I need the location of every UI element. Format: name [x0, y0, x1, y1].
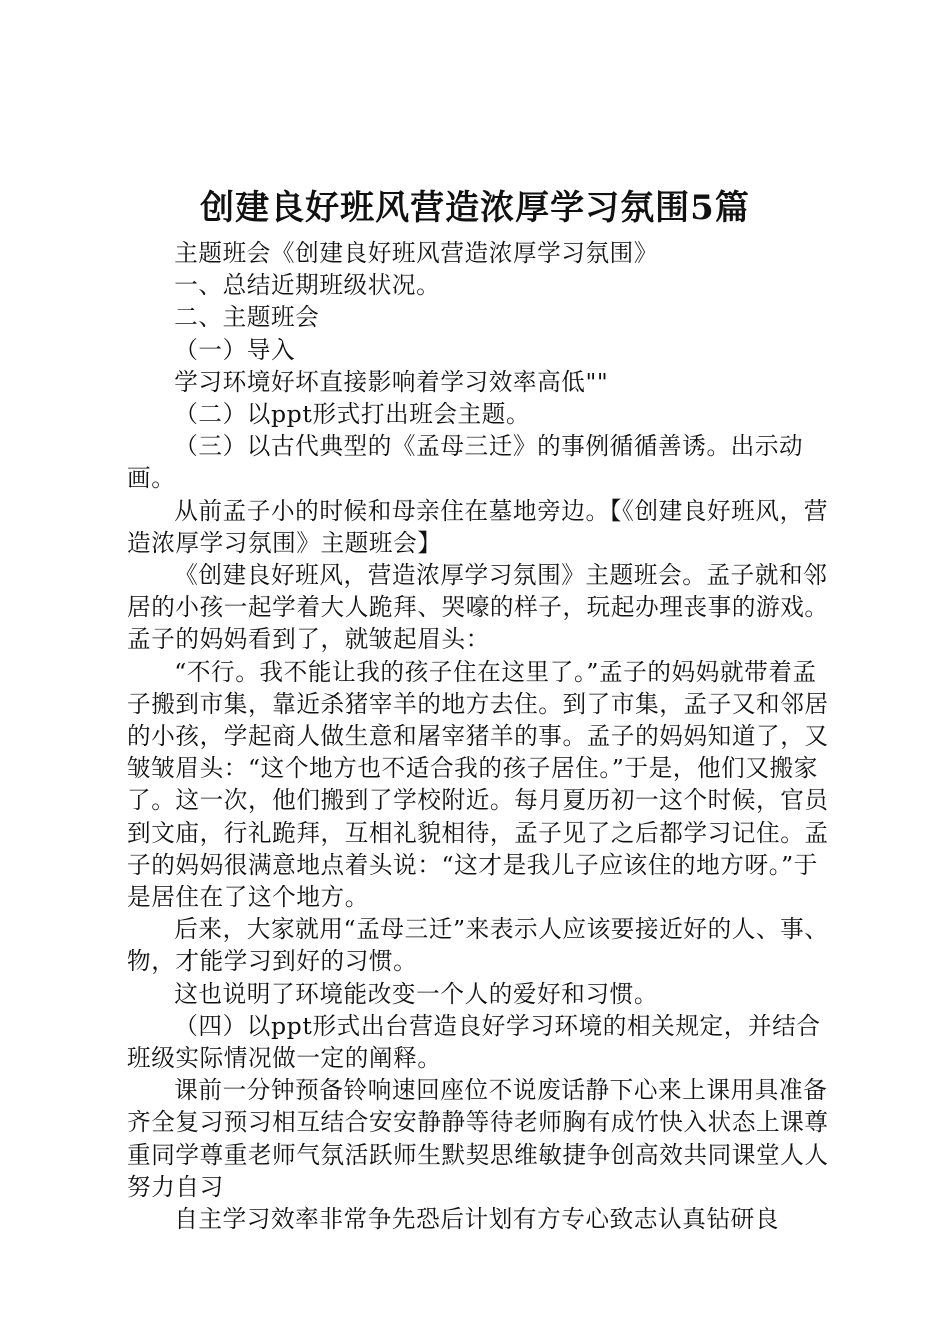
- paragraph-10: “不行。我不能让我的孩子住在这里了。”孟子的妈妈就带着孟子搬到市集，靠近杀猪宰羊的地方去住。到了市集，孟子又和邻居的小孩，学起商人做生意和屠宰猪羊的事。孟子的妈妈知道了，又皱皱眉头：“这个地方也不适合我的孩子居住。”于是，他们又搬家了。这一次，他们搬到了学校附近。每月夏历初一这个时候，官员到文庙，行礼跪拜，互相礼貌相待，孟子见了之后都学习记住。孟子的妈妈很满意地点着头说：“这才是我儿子应该住的地方呀。”于是居住在了这个地方。: [127, 657, 829, 912]
- paragraph-1: 主题班会《创建良好班风营造浓厚学习氛围》: [174, 239, 659, 267]
- paragraph-13: （四）以ppt形式出台营造良好学习环境的相关规定，并结合班级实际情况做一定的阐释。: [127, 1011, 821, 1073]
- paragraph-14: 课前一分钟预备铃响速回座位不说废话静下心来上课用具准备齐全复习预习相互结合安安静静等待老师胸有成竹快入状态上课尊重同学尊重老师气氛活跃师生默契思维敏捷争创高效共同课堂人人努力自习: [127, 1076, 829, 1201]
- paragraph-5: 学习环境好坏直接影响着学习效率高低"": [174, 367, 609, 396]
- paragraph-7: （三）以古代典型的《孟母三迁》的事例循循善诱。出示动画。: [127, 432, 804, 493]
- paragraph-6: （二）以ppt形式打出班会主题。: [174, 400, 531, 429]
- document-title: 创建良好班风营造浓厚学习氛围5篇: [200, 188, 750, 228]
- paragraph-4: （一）导入: [174, 335, 296, 364]
- paragraph-9: 《创建良好班风，营造浓厚学习氛围》主题班会。孟子就和邻居的小孩一起学着大人跪拜、哭嚎的样子，玩起办理丧事的游戏。孟子的妈妈看到了，就皱起眉头：: [127, 561, 829, 654]
- paragraph-12: 这也说明了环境能改变一个人的爱好和习惯。: [174, 979, 659, 1008]
- paragraph-3: 二、主题班会: [174, 303, 320, 332]
- paragraph-11: 后来，大家就用“孟母三迁”来表示人应该要接近好的人、事、物，才能学习到好的习惯。: [127, 915, 829, 976]
- paragraph-15: 自主学习效率非常争先恐后计划有方专心致志认真钻研良: [174, 1205, 780, 1234]
- paragraph-8: 从前孟子小的时候和母亲住在墓地旁边。【《创建良好班风，营造浓厚学习氛围》主题班会】: [127, 496, 829, 557]
- document-body: [127, 237, 837, 1235]
- paragraph-2: 一、总结近期班级状况。: [174, 271, 441, 300]
